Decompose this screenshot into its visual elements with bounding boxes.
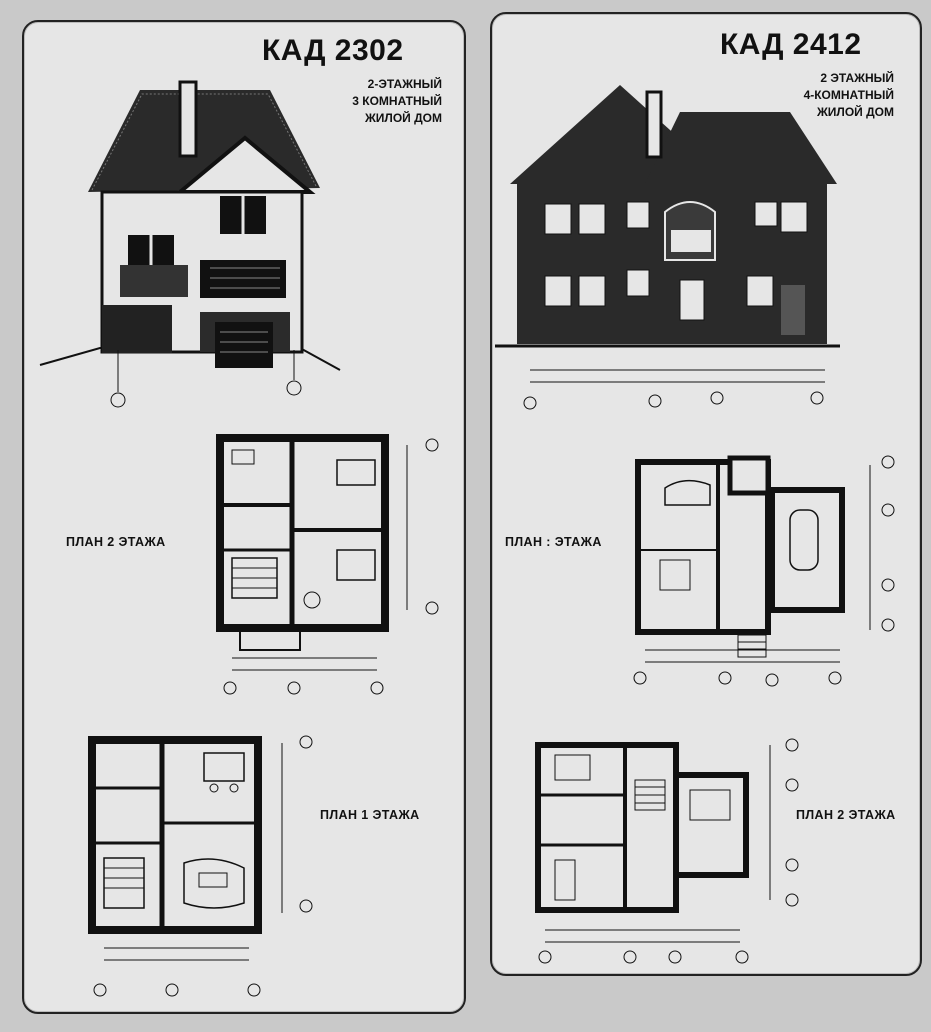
project-code-right: КАД 2412 (720, 28, 862, 61)
description-line: 3 КОМНАТНЫЙ (352, 94, 442, 108)
floor-plan-left-upper (212, 430, 442, 695)
facade-drawing-right (495, 80, 840, 415)
floor-plan-right-lower (530, 735, 805, 970)
floor-plan-right-upper (630, 450, 900, 690)
facade-drawing-left (40, 80, 340, 410)
plan-label-left-upper: ПЛАН 2 ЭТАЖА (66, 535, 166, 549)
description-line: ЖИЛОЙ ДОМ (816, 105, 894, 119)
description-line: 2 ЭТАЖНЫЙ (820, 71, 894, 85)
description-line: 2-ЭТАЖНЫЙ (367, 77, 442, 91)
description-line: ЖИЛОЙ ДОМ (364, 111, 442, 125)
floor-plan-left-lower (84, 728, 319, 998)
project-code-left: КАД 2302 (262, 34, 404, 67)
plan-label-right-upper: ПЛАН : ЭТАЖА (505, 535, 602, 549)
plan-label-right-lower: ПЛАН 2 ЭТАЖА (796, 808, 896, 822)
description-line: 4-КОМНАТНЫЙ (803, 88, 894, 102)
plan-label-left-lower: ПЛАН 1 ЭТАЖА (320, 808, 420, 822)
